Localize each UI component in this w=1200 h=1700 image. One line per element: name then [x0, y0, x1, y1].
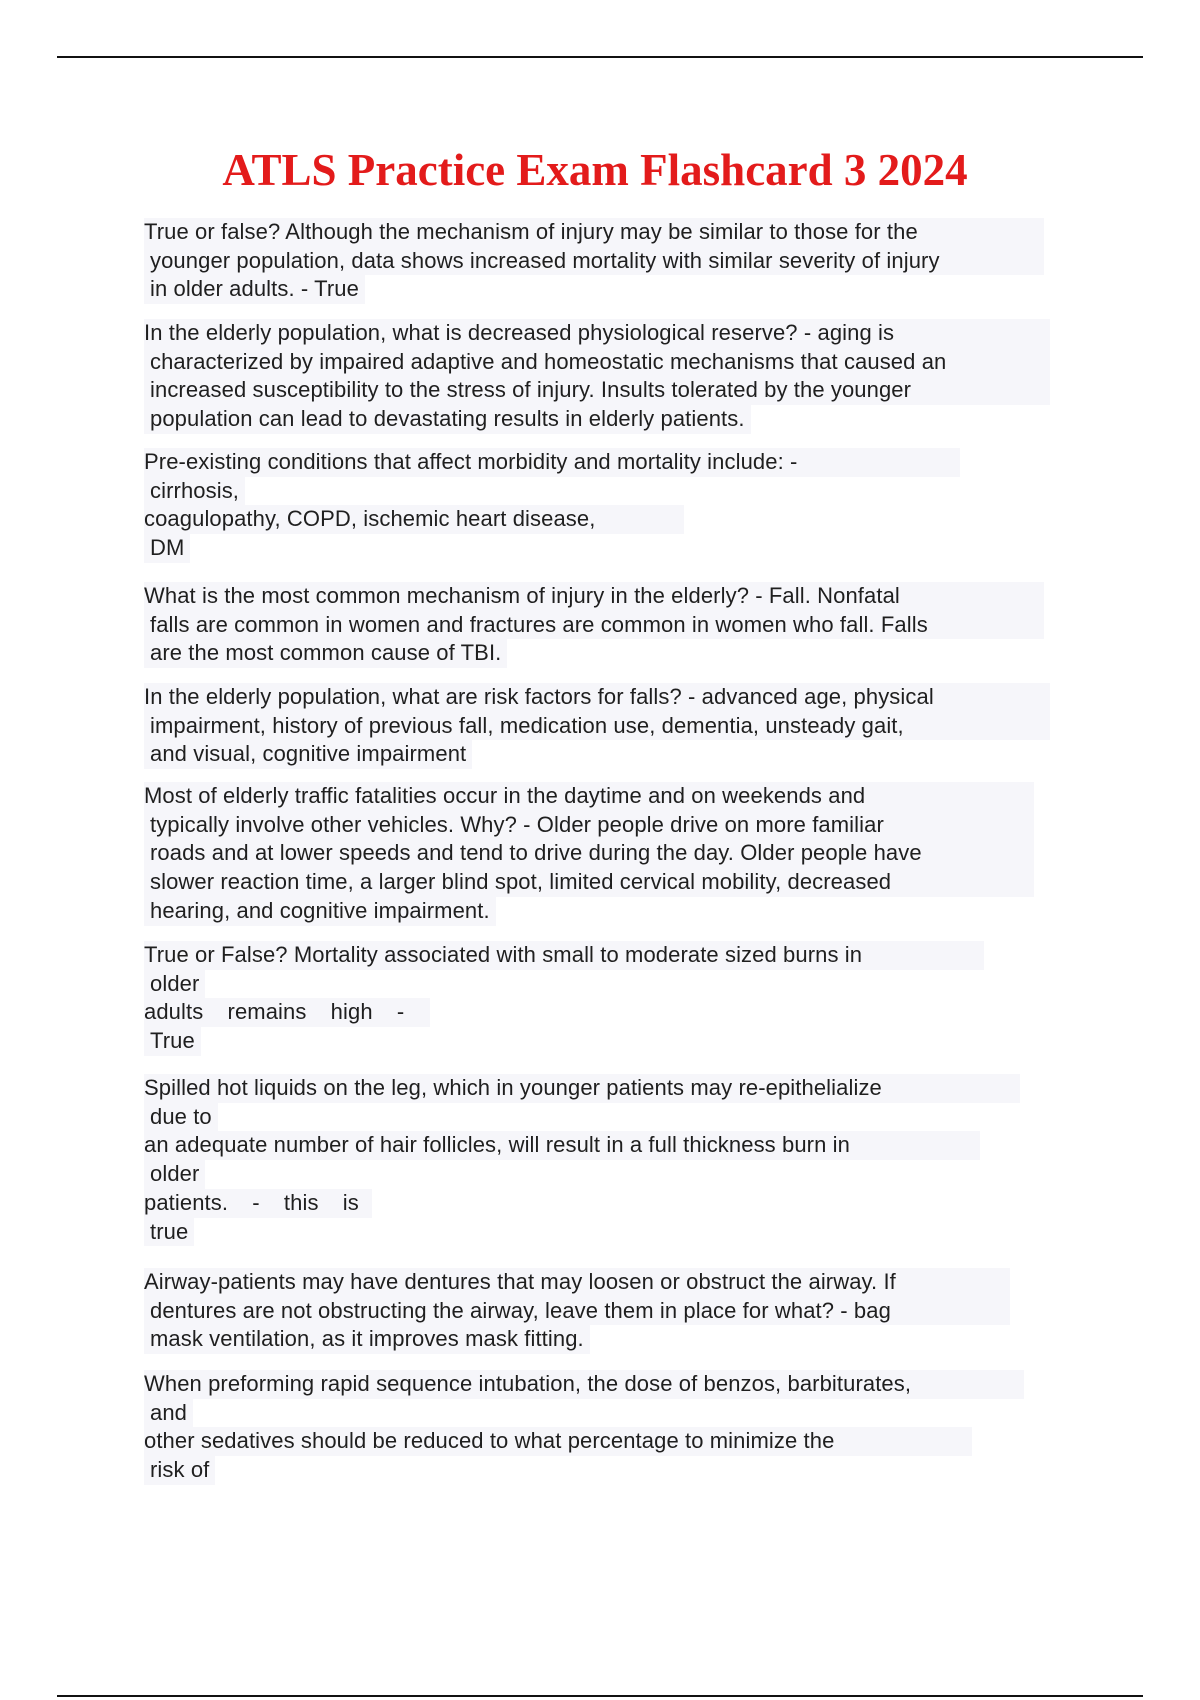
- card-line: and visual, cognitive impairment: [144, 740, 472, 769]
- card-line: patients. - this is: [144, 1189, 372, 1218]
- card-line: other sedatives should be reduced to what percentage to minimize the: [144, 1427, 972, 1456]
- card-line: older: [144, 1160, 205, 1189]
- card-line: true: [144, 1218, 194, 1247]
- card-line: slower reaction time, a larger blind spot, limited cervical mobility, decreased: [144, 868, 1034, 897]
- card-line: adults remains high -: [144, 998, 430, 1027]
- card-line: True: [144, 1027, 201, 1056]
- bottom-rule: [57, 1695, 1143, 1697]
- card-line: characterized by impaired adaptive and homeostatic mechanisms that caused an: [144, 348, 1050, 377]
- card-line: dentures are not obstructing the airway, leave them in place for what? - bag: [144, 1297, 1010, 1326]
- flashcard-6: [144, 782, 1034, 926]
- card-line: roads and at lower speeds and tend to drive during the day. Older people have: [144, 839, 1034, 868]
- flashcard-7: [144, 941, 984, 1056]
- card-line: in older adults. - True: [144, 275, 365, 304]
- card-line: Pre-existing conditions that affect morbidity and mortality include: -: [144, 448, 960, 477]
- card-line: Airway-patients may have dentures that may loosen or obstruct the airway. If: [144, 1268, 1010, 1297]
- card-line: hearing, and cognitive impairment.: [144, 897, 496, 926]
- card-line: typically involve other vehicles. Why? - Older people drive on more familiar: [144, 811, 1034, 840]
- card-line: population can lead to devastating results in elderly patients.: [144, 405, 751, 434]
- card-line: impairment, history of previous fall, medication use, dementia, unsteady gait,: [144, 712, 1050, 741]
- card-line: falls are common in women and fractures are common in women who fall. Falls: [144, 611, 1044, 640]
- card-line: When preforming rapid sequence intubation, the dose of benzos, barbiturates,: [144, 1370, 1024, 1399]
- flashcard-5: [144, 683, 1050, 769]
- card-line: Most of elderly traffic fatalities occur in the daytime and on weekends and: [144, 782, 1034, 811]
- card-line: DM: [144, 534, 190, 563]
- card-line: cirrhosis,: [144, 477, 245, 506]
- card-line: and: [144, 1399, 193, 1428]
- flashcard-4: [144, 582, 1044, 668]
- flashcard-2: [144, 319, 1050, 434]
- flashcard-10: [144, 1370, 1024, 1485]
- card-line: Spilled hot liquids on the leg, which in younger patients may re-epithelialize: [144, 1074, 1020, 1103]
- card-line: True or false? Although the mechanism of injury may be similar to those for the: [144, 218, 1044, 247]
- card-line: an adequate number of hair follicles, will result in a full thickness burn in: [144, 1131, 980, 1160]
- card-line: younger population, data shows increased mortality with similar severity of injury: [144, 247, 1044, 276]
- card-line: coagulopathy, COPD, ischemic heart disease,: [144, 505, 684, 534]
- card-line: increased susceptibility to the stress of injury. Insults tolerated by the younger: [144, 376, 1050, 405]
- card-line: What is the most common mechanism of injury in the elderly? - Fall. Nonfatal: [144, 582, 1044, 611]
- flashcard-8: [144, 1074, 1020, 1246]
- flashcard-1: [144, 218, 1044, 304]
- top-rule: [57, 56, 1143, 58]
- card-line: older: [144, 970, 205, 999]
- document-title: ATLS Practice Exam Flashcard 3 2024: [222, 145, 968, 195]
- flashcard-3: [144, 448, 960, 563]
- card-line: True or False? Mortality associated with small to moderate sized burns in: [144, 941, 984, 970]
- card-line: are the most common cause of TBI.: [144, 639, 507, 668]
- card-line: In the elderly population, what are risk factors for falls? - advanced age, physical: [144, 683, 1050, 712]
- card-line: In the elderly population, what is decreased physiological reserve? - aging is: [144, 319, 1050, 348]
- card-line: mask ventilation, as it improves mask fitting.: [144, 1325, 590, 1354]
- card-line: due to: [144, 1103, 218, 1132]
- card-line: risk of: [144, 1456, 215, 1485]
- flashcard-9: [144, 1268, 1010, 1354]
